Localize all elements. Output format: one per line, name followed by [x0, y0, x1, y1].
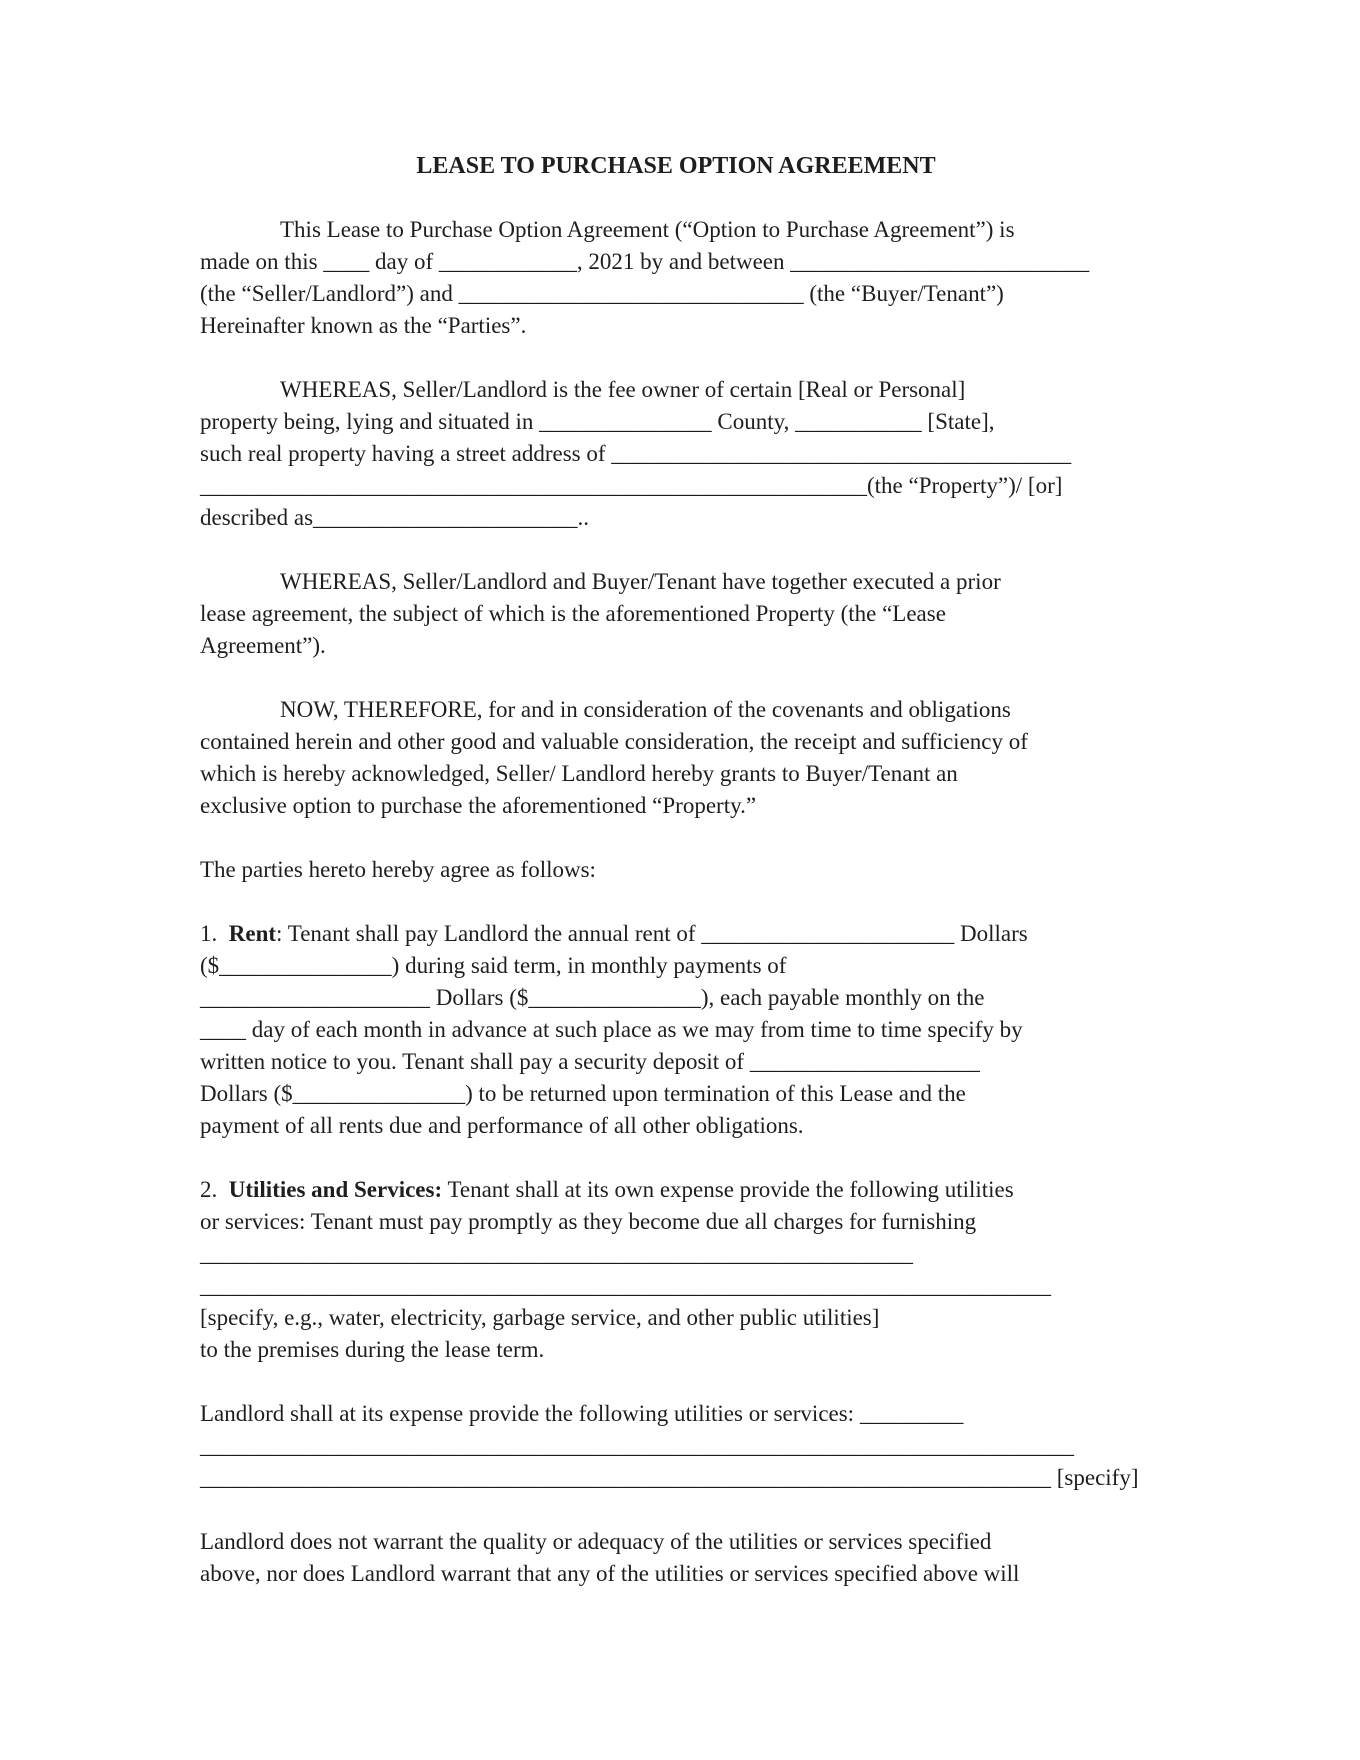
text-line: exclusive option to purchase the aforementioned “Property.”: [200, 793, 757, 818]
text-line: written notice to you. Tenant shall pay a security deposit of ____________________: [200, 1049, 980, 1074]
document-body: [200, 150, 1152, 1590]
paragraph-agreement-lead-in: [200, 854, 1152, 886]
text-line: Landlord shall at its expense provide the following utilities or services: _________: [200, 1401, 964, 1426]
fill-in-blank-line: ______________________________________________________________: [200, 1241, 913, 1266]
text-line: The parties hereto hereby agree as follows:: [200, 857, 596, 882]
text-line: This Lease to Purchase Option Agreement (“Option to Purchase Agreement”) is: [280, 217, 1015, 242]
text-line: ____ day of each month in advance at such place as we may from time to time specify by: [200, 1017, 1023, 1042]
text-line: Dollars ($_______________) to be returned upon termination of this Lease and the: [200, 1081, 966, 1106]
section-text: : Tenant shall pay Landlord the annual rent of ______________________ Dollars: [276, 921, 1028, 946]
text-line: property being, lying and situated in _______________ County, ___________ [State],: [200, 409, 995, 434]
document-title: LEASE TO PURCHASE OPTION AGREEMENT: [416, 153, 936, 179]
text-line: ____________________ Dollars ($_______________), each payable monthly on the: [200, 985, 985, 1010]
section-heading: Utilities and Services:: [228, 1177, 443, 1202]
section-text: Tenant shall at its own expense provide the following utilities: [442, 1177, 1014, 1202]
text-line: Landlord does not warrant the quality or adequacy of the utilities or services specified: [200, 1529, 992, 1554]
text-line: (the “Seller/Landlord”) and ______________________________ (the “Buyer/Tenant”): [200, 281, 1004, 306]
paragraph-intro: [200, 214, 1152, 342]
text-line: such real property having a street address of ________________________________________: [200, 441, 1072, 466]
paragraph-warranty: [200, 1526, 1152, 1590]
text-line: made on this ____ day of ____________, 2021 by and between __________________________: [200, 249, 1090, 274]
paragraph-whereas-lease: [200, 566, 1152, 662]
text-line: [200, 1174, 1152, 1206]
text-line: above, nor does Landlord warrant that any of the utilities or services specified above will: [200, 1561, 1020, 1586]
text-line: Agreement”).: [200, 633, 326, 658]
section-number: 1.: [200, 921, 229, 946]
text-line: WHEREAS, Seller/Landlord is the fee owner of certain [Real or Personal]: [280, 377, 966, 402]
text-line: [200, 918, 1152, 950]
text-line: which is hereby acknowledged, Seller/ Landlord hereby grants to Buyer/Tenant an: [200, 761, 958, 786]
text-line: payment of all rents due and performance of all other obligations.: [200, 1113, 804, 1138]
section-heading: Rent: [228, 921, 277, 946]
text-line: Hereinafter known as the “Parties”.: [200, 313, 527, 338]
text-line: WHEREAS, Seller/Landlord and Buyer/Tenant have together executed a prior: [280, 569, 1001, 594]
paragraph-landlord-provides: [200, 1398, 1152, 1494]
fill-in-blank-line: __________________________________________________________________________: [200, 1273, 1051, 1298]
text-line: lease agreement, the subject of which is the aforementioned Property (the “Lease: [200, 601, 946, 626]
text-line: ($_______________) during said term, in monthly payments of: [200, 953, 787, 978]
paragraph-now-therefore: [200, 694, 1152, 822]
text-line: to the premises during the lease term.: [200, 1337, 545, 1362]
section-number: 2.: [200, 1177, 229, 1202]
text-line: described as_______________________..: [200, 505, 590, 530]
text-line: or services: Tenant must pay promptly as they become due all charges for furnishing: [200, 1209, 977, 1234]
paragraph-whereas-owner: [200, 374, 1152, 534]
text-line: __________________________________________________________(the “Property”)/ [or]: [200, 473, 1063, 498]
fill-in-blank-line: ____________________________________________________________________________: [200, 1433, 1074, 1458]
text-line: contained herein and other good and valuable consideration, the receipt and sufficiency of: [200, 729, 1028, 754]
fill-in-blank-line: __________________________________________________________________________ [specify]: [200, 1465, 1139, 1490]
text-line: NOW, THEREFORE, for and in consideration of the covenants and obligations: [280, 697, 1011, 722]
text-line: [specify, e.g., water, electricity, garbage service, and other public utilities]: [200, 1305, 880, 1330]
section-utilities: [200, 1174, 1152, 1366]
section-rent: [200, 918, 1152, 1142]
